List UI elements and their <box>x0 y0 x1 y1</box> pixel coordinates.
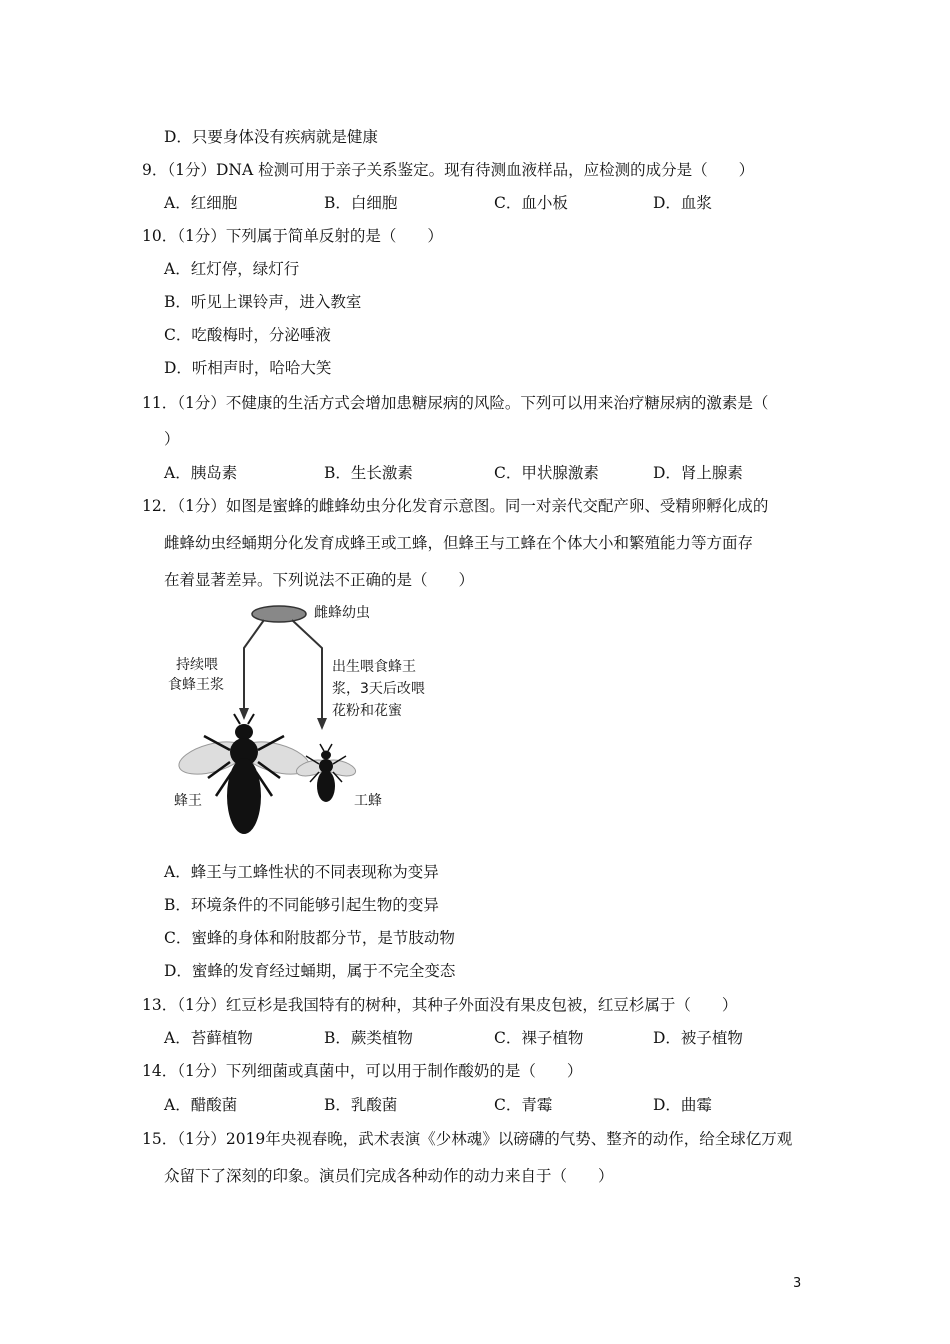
q12-option-c: C．蜜蜂的身体和附肢都分节，是节肢动物 <box>164 929 455 947</box>
q13-option-d: D．被子植物 <box>653 1029 743 1047</box>
right-path-label-1: 出生喂食蜂王 <box>332 659 416 675</box>
q12-option-d: D．蜜蜂的发育经过蛹期，属于不完全变态 <box>164 962 456 980</box>
worker-label: 工蜂 <box>354 793 382 809</box>
q10-option-d: D．听相声时，哈哈大笑 <box>164 359 332 377</box>
q12-stem-line1: 12．（1分）如图是蜜蜂的雌蜂幼虫分化发育示意图。同一对亲代交配产卵、受精卵孵化成的 <box>142 497 769 515</box>
q9-option-c: C．血小板 <box>494 194 568 212</box>
q9-option-b: B．白细胞 <box>324 194 398 212</box>
left-path-label-2: 食蜂王浆 <box>168 677 224 693</box>
q11-stem-line1: 11．（1分）不健康的生活方式会增加患糖尿病的风险。下列可以用来治疗糖尿病的激素是（ <box>142 394 769 412</box>
left-arrow-line <box>244 620 264 710</box>
bee-development-figure <box>164 600 454 840</box>
right-path-label-2: 浆，3天后改喂 <box>332 681 425 697</box>
q12-option-a: A．蜂王与工蜂性状的不同表现称为变异 <box>164 863 439 881</box>
q10-option-b: B．听见上课铃声，进入教室 <box>164 293 362 311</box>
bee-diagram-drawing <box>164 600 454 840</box>
q13-option-a: A．苔藓植物 <box>164 1029 253 1047</box>
q9-option-d: D．血浆 <box>653 194 712 212</box>
q14-option-d: D．曲霉 <box>653 1096 712 1114</box>
q14-stem: 14．（1分）下列细菌或真菌中，可以用于制作酸奶的是（ ） <box>142 1062 583 1080</box>
left-path-label-1: 持续喂 <box>176 657 218 673</box>
q11-option-c: C．甲状腺激素 <box>494 464 599 482</box>
q14-option-c: C．青霉 <box>494 1096 553 1114</box>
q11-option-a: A．胰岛素 <box>164 464 238 482</box>
q12-stem-line2: 雌蜂幼虫经蛹期分化发育成蜂王或工蜂，但蜂王与工蜂在个体大小和繁殖能力等方面存 <box>164 534 754 552</box>
q11-option-b: B．生长激素 <box>324 464 413 482</box>
q13-option-c: C．裸子植物 <box>494 1029 584 1047</box>
right-arrowhead <box>317 718 327 730</box>
q10-option-c: C．吃酸梅时，分泌唾液 <box>164 326 331 344</box>
q10-stem: 10．（1分）下列属于简单反射的是（ ） <box>142 227 443 245</box>
q13-stem: 13．（1分）红豆杉是我国特有的树种，其种子外面没有果皮包被，红豆杉属于（ ） <box>142 996 738 1014</box>
right-arrow-line <box>292 620 322 720</box>
larva-label: 雌蜂幼虫 <box>314 605 370 621</box>
worker-bee-shape <box>295 744 358 802</box>
q11-option-d: D．肾上腺素 <box>653 464 743 482</box>
q13-option-b: B．蕨类植物 <box>324 1029 413 1047</box>
q15-stem-line2: 众留下了深刻的印象。演员们完成各种动作的动力来自于（ ） <box>164 1167 614 1185</box>
q14-option-b: B．乳酸菌 <box>324 1096 398 1114</box>
q10-option-a: A．红灯停，绿灯行 <box>164 260 300 278</box>
page-number: 3 <box>793 1276 802 1291</box>
right-path-label-3: 花粉和花蜜 <box>332 703 402 719</box>
q15-stem-line1: 15．（1分）2019年央视春晚，武术表演《少林魂》以磅礴的气势、整齐的动作，给全球亿万观 <box>142 1130 793 1148</box>
q12-option-b: B．环境条件的不同能够引起生物的变异 <box>164 896 439 914</box>
larva-shape <box>252 606 306 622</box>
q12-stem-line3: 在着显著差异。下列说法不正确的是（ ） <box>164 571 475 589</box>
left-arrowhead <box>239 708 249 720</box>
q14-option-a: A．醋酸菌 <box>164 1096 238 1114</box>
q9-stem: 9．（1分）DNA 检测可用于亲子关系鉴定。现有待测血液样品，应检测的成分是（ ） <box>142 161 755 179</box>
q11-stem-line2: ） <box>164 430 180 448</box>
q9-option-a: A．红细胞 <box>164 194 238 212</box>
q8-option-d: D．只要身体没有疾病就是健康 <box>164 128 378 146</box>
queen-bee-shape <box>176 714 313 834</box>
queen-label: 蜂王 <box>174 793 202 809</box>
